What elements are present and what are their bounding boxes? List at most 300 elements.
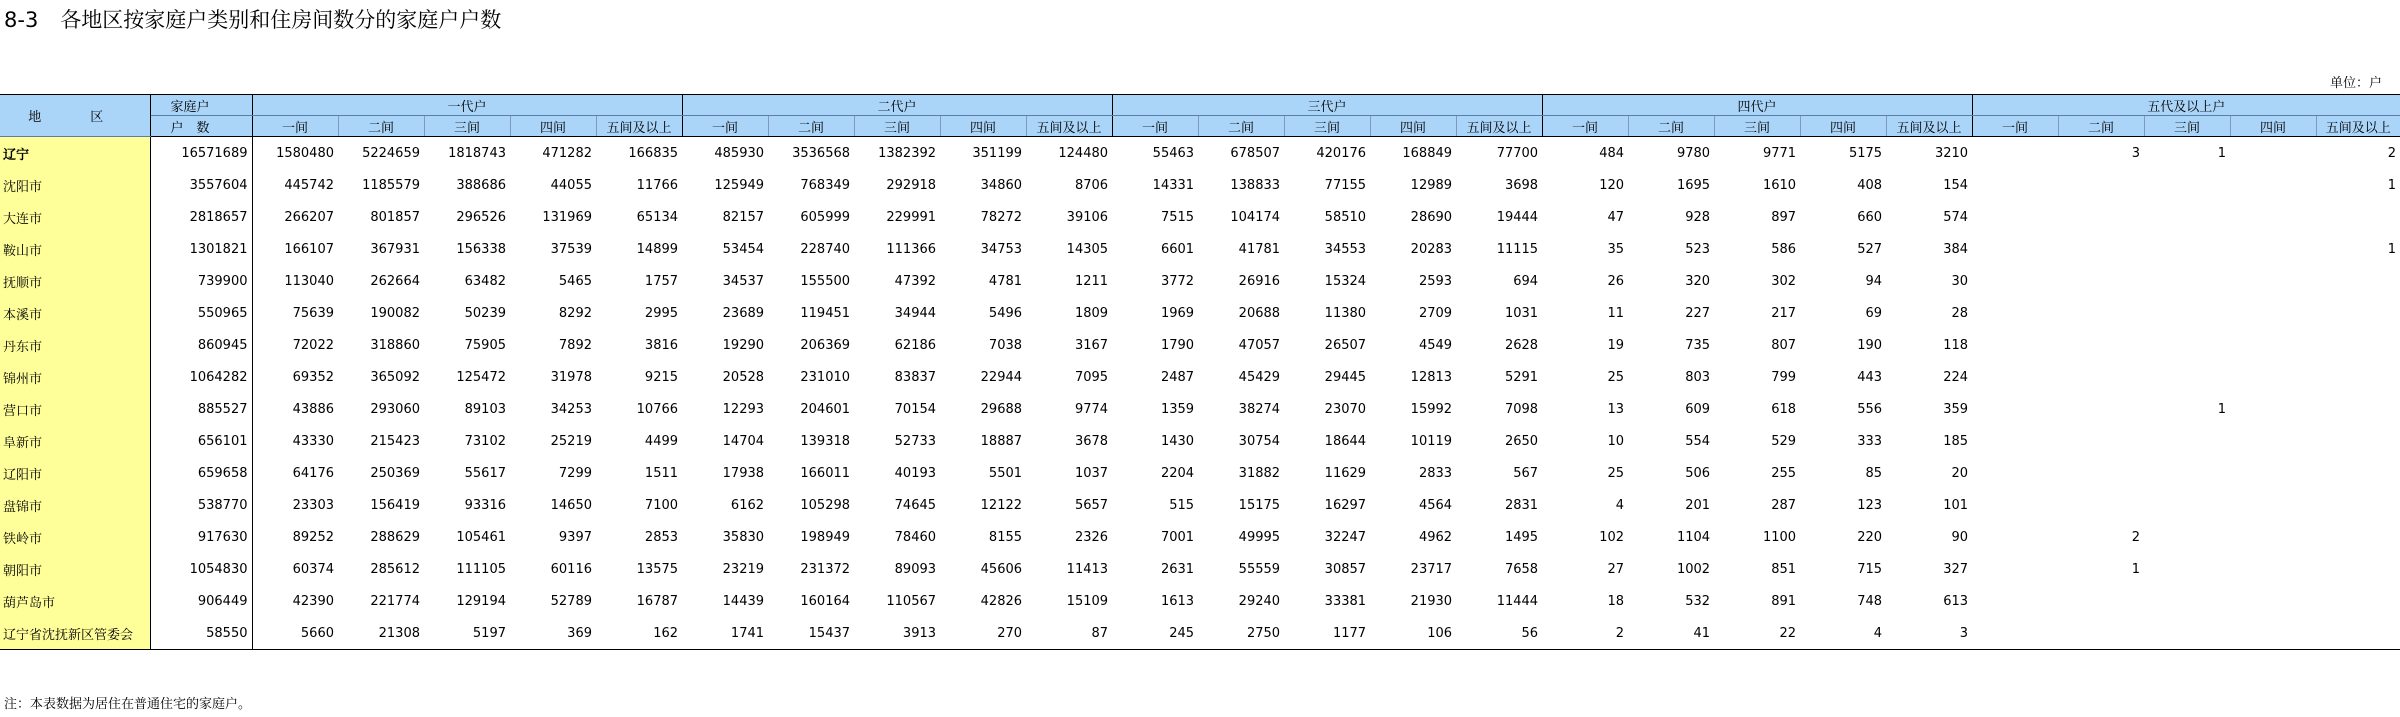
count-cell (1972, 201, 2058, 233)
region-name: 抚顺市 (0, 265, 150, 297)
count-cell: 3772 (1160, 273, 1195, 289)
count-cell: 3678 (1074, 433, 1109, 449)
count-cell: 4 (1800, 617, 1886, 650)
count-cell: 3913 (854, 617, 940, 650)
count-cell: 586 (1771, 241, 1797, 257)
count-cell (1972, 297, 2058, 329)
count-cell: 231372 (800, 561, 851, 577)
count-cell: 23303 (292, 497, 334, 513)
count-cell: 229991 (886, 209, 937, 225)
count-cell: 1580480 (276, 145, 334, 161)
count-cell: 89252 (292, 529, 334, 545)
count-cell (2230, 585, 2316, 617)
total-cell: 550965 (150, 297, 252, 329)
count-cell: 26 (1607, 273, 1625, 289)
total-cell: 885527 (150, 393, 252, 425)
count-cell: 803 (1685, 369, 1711, 385)
count-cell (2316, 457, 2400, 489)
count-cell: 20283 (1410, 241, 1453, 257)
count-cell: 139318 (800, 433, 851, 449)
count-cell: 26916 (1238, 273, 1281, 289)
total-cell: 659658 (150, 457, 252, 489)
count-cell: 2593 (1418, 273, 1453, 289)
count-cell: 37539 (550, 241, 592, 257)
count-cell: 3 (2131, 145, 2141, 161)
count-cell: 168849 (1402, 145, 1453, 161)
region-name: 鞍山市 (0, 233, 150, 265)
count-cell: 2 (2387, 145, 2397, 161)
count-cell (2058, 265, 2144, 297)
count-cell (2230, 169, 2316, 201)
count-cell: 65134 (636, 209, 679, 225)
count-cell (2144, 361, 2230, 393)
count-cell: 13575 (636, 561, 679, 577)
count-cell (2144, 233, 2230, 265)
count-cell (2316, 265, 2400, 297)
count-cell (2058, 617, 2144, 650)
region-name: 本溪市 (0, 297, 150, 329)
count-cell: 1613 (1160, 593, 1195, 609)
count-cell: 574 (1943, 209, 1969, 225)
region-name: 辽宁省沈抚新区管委会 (0, 617, 150, 650)
count-cell: 45606 (980, 561, 1023, 577)
count-cell: 443 (1857, 369, 1883, 385)
count-cell: 1037 (1074, 465, 1109, 481)
count-cell: 1002 (1676, 561, 1711, 577)
count-cell: 131969 (542, 209, 592, 225)
count-cell: 7098 (1504, 401, 1539, 417)
count-cell (2058, 361, 2144, 393)
count-cell: 23070 (1324, 401, 1367, 417)
count-cell: 47 (1607, 209, 1625, 225)
table-title: 各地区按家庭户类别和住房间数分的家庭户户数 (60, 8, 502, 32)
count-cell: 369 (510, 617, 596, 650)
count-cell: 5224659 (362, 145, 420, 161)
count-cell (1972, 265, 2058, 297)
count-cell (2144, 329, 2230, 361)
count-cell: 296526 (456, 209, 506, 225)
count-cell: 72022 (292, 337, 334, 353)
table-row (0, 585, 2400, 617)
count-cell: 5291 (1504, 369, 1539, 385)
count-cell: 11413 (1066, 561, 1109, 577)
count-cell: 1511 (644, 465, 679, 481)
count-cell: 125472 (456, 369, 506, 385)
count-cell: 2 (1542, 617, 1628, 650)
count-cell: 5501 (988, 465, 1023, 481)
count-cell: 4781 (988, 273, 1023, 289)
count-cell (2230, 265, 2316, 297)
count-cell: 44055 (550, 177, 592, 193)
count-cell: 16787 (636, 593, 679, 609)
count-cell: 7038 (988, 337, 1023, 353)
count-cell: 118 (1943, 337, 1969, 353)
total-cell: 58550 (150, 617, 252, 650)
count-cell: 2650 (1504, 433, 1539, 449)
count-cell: 40193 (894, 465, 937, 481)
count-cell: 4 (1615, 497, 1625, 513)
count-cell: 288629 (370, 529, 420, 545)
count-cell (2144, 617, 2230, 650)
count-cell: 21308 (338, 617, 424, 650)
count-cell: 11629 (1324, 465, 1367, 481)
count-cell (2058, 393, 2144, 425)
count-cell: 60116 (550, 561, 592, 577)
count-cell: 801857 (370, 209, 420, 225)
total-cell: 656101 (150, 425, 252, 457)
room-header: 五间及以上 (596, 116, 682, 137)
count-cell: 1104 (1676, 529, 1711, 545)
count-cell (2144, 297, 2230, 329)
count-cell: 292918 (886, 177, 937, 193)
table-row (0, 137, 2400, 170)
count-cell: 2833 (1418, 465, 1453, 481)
count-cell: 285612 (370, 561, 420, 577)
count-cell: 39106 (1066, 209, 1109, 225)
count-cell (2144, 169, 2230, 201)
count-cell: 2995 (644, 305, 679, 321)
group-header: 一代户 (252, 95, 682, 116)
count-cell (2058, 489, 2144, 521)
count-cell: 1 (2387, 241, 2397, 257)
count-cell: 185 (1943, 433, 1969, 449)
count-cell: 532 (1685, 593, 1711, 609)
count-cell (1972, 521, 2058, 553)
count-cell: 3210 (1934, 145, 1969, 161)
table-row (0, 265, 2400, 297)
count-cell: 2326 (1074, 529, 1109, 545)
count-cell: 891 (1771, 593, 1797, 609)
count-cell: 11380 (1324, 305, 1367, 321)
count-cell: 12122 (980, 497, 1023, 513)
count-cell (2144, 201, 2230, 233)
count-cell: 10119 (1410, 433, 1453, 449)
count-cell: 204601 (800, 401, 851, 417)
count-cell: 4564 (1418, 497, 1453, 513)
count-cell: 30754 (1238, 433, 1281, 449)
count-cell: 34253 (550, 401, 592, 417)
count-cell: 30857 (1324, 561, 1367, 577)
count-cell: 224 (1943, 369, 1969, 385)
count-cell: 14899 (636, 241, 679, 257)
count-cell: 63482 (464, 273, 506, 289)
total-cell: 3557604 (150, 169, 252, 201)
count-cell: 14305 (1066, 241, 1109, 257)
room-header: 三间 (2144, 116, 2230, 137)
count-cell: 50239 (464, 305, 506, 321)
count-cell: 1495 (1504, 529, 1539, 545)
count-cell: 12989 (1410, 177, 1453, 193)
count-cell (2058, 201, 2144, 233)
count-cell: 320 (1685, 273, 1711, 289)
count-cell: 27 (1607, 561, 1625, 577)
room-header: 二间 (2058, 116, 2144, 137)
count-cell: 1610 (1762, 177, 1797, 193)
count-cell (1972, 617, 2058, 650)
count-cell: 270 (940, 617, 1026, 650)
count-cell: 523 (1685, 241, 1711, 257)
count-cell: 1790 (1160, 337, 1195, 353)
count-cell: 129194 (456, 593, 506, 609)
count-cell: 20528 (722, 369, 765, 385)
count-cell: 8155 (988, 529, 1023, 545)
count-cell: 9215 (644, 369, 679, 385)
count-cell: 3 (1886, 617, 1972, 650)
count-cell: 227 (1685, 305, 1711, 321)
count-cell: 25219 (550, 433, 592, 449)
count-cell: 897 (1771, 209, 1797, 225)
count-cell (2144, 521, 2230, 553)
count-cell: 105461 (456, 529, 506, 545)
count-cell: 14439 (722, 593, 765, 609)
count-cell: 78272 (980, 209, 1023, 225)
count-cell: 89103 (464, 401, 506, 417)
count-cell: 1809 (1074, 305, 1109, 321)
count-cell (1972, 425, 2058, 457)
count-cell: 73102 (464, 433, 506, 449)
count-cell: 29445 (1324, 369, 1367, 385)
count-cell: 1818743 (448, 145, 506, 161)
count-cell: 2204 (1160, 465, 1195, 481)
count-cell: 89093 (894, 561, 937, 577)
count-cell: 748 (1857, 593, 1883, 609)
count-cell (2058, 425, 2144, 457)
count-cell: 45429 (1238, 369, 1281, 385)
count-cell: 105298 (800, 497, 851, 513)
count-cell: 799 (1771, 369, 1797, 385)
count-cell (2316, 489, 2400, 521)
count-cell: 15437 (768, 617, 854, 650)
count-cell: 1211 (1074, 273, 1109, 289)
count-cell: 7892 (558, 337, 592, 353)
count-cell: 124480 (1058, 145, 1109, 161)
count-cell: 138833 (1230, 177, 1281, 193)
total-cell: 906449 (150, 585, 252, 617)
count-cell: 715 (1857, 561, 1883, 577)
count-cell: 7515 (1160, 209, 1195, 225)
count-cell: 155500 (800, 273, 851, 289)
count-cell (2316, 553, 2400, 585)
count-cell: 2628 (1504, 337, 1539, 353)
count-cell: 34860 (980, 177, 1023, 193)
table-row (0, 521, 2400, 553)
count-cell (1972, 137, 2058, 170)
count-cell: 18644 (1324, 433, 1367, 449)
count-cell (2058, 457, 2144, 489)
count-cell: 567 (1513, 465, 1539, 481)
count-cell: 1969 (1160, 305, 1195, 321)
room-header: 一间 (1112, 116, 1198, 137)
count-cell: 5657 (1074, 497, 1109, 513)
room-header: 三间 (1714, 116, 1800, 137)
count-cell: 318860 (370, 337, 420, 353)
count-cell: 660 (1857, 209, 1883, 225)
count-cell: 15324 (1324, 273, 1367, 289)
table-row (0, 457, 2400, 489)
count-cell: 7658 (1504, 561, 1539, 577)
count-cell: 19290 (722, 337, 765, 353)
count-cell: 34944 (894, 305, 937, 321)
count-cell: 12813 (1410, 369, 1453, 385)
count-cell: 166107 (284, 241, 334, 257)
count-cell: 111366 (886, 241, 937, 257)
count-cell (2230, 521, 2316, 553)
count-cell: 333 (1857, 433, 1883, 449)
room-header: 五间及以上 (1456, 116, 1542, 137)
count-cell: 8706 (1074, 177, 1109, 193)
region-name: 葫芦岛市 (0, 585, 150, 617)
count-cell (1972, 169, 2058, 201)
count-cell: 851 (1771, 561, 1797, 577)
count-cell: 18887 (980, 433, 1023, 449)
count-cell: 506 (1685, 465, 1711, 481)
room-header: 三间 (854, 116, 940, 137)
count-cell: 471282 (542, 145, 592, 161)
count-cell: 15175 (1238, 497, 1281, 513)
count-cell (2144, 553, 2230, 585)
count-cell: 14704 (722, 433, 765, 449)
count-cell: 408 (1857, 177, 1883, 193)
count-cell (2230, 553, 2316, 585)
page-title (4, 4, 501, 34)
region-name: 阜新市 (0, 425, 150, 457)
count-cell: 53454 (722, 241, 765, 257)
count-cell: 807 (1771, 337, 1797, 353)
count-cell: 22944 (980, 369, 1023, 385)
count-cell: 2709 (1418, 305, 1453, 321)
count-cell: 2750 (1198, 617, 1284, 650)
count-cell: 19 (1607, 337, 1625, 353)
count-cell: 1177 (1284, 617, 1370, 650)
table-row (0, 553, 2400, 585)
count-cell: 768349 (800, 177, 851, 193)
count-cell: 52789 (550, 593, 592, 609)
count-cell: 83837 (894, 369, 937, 385)
count-cell (2316, 297, 2400, 329)
count-cell: 365092 (370, 369, 420, 385)
count-cell: 384 (1943, 241, 1969, 257)
count-cell: 93316 (464, 497, 506, 513)
count-cell: 26507 (1324, 337, 1367, 353)
count-cell (1972, 329, 2058, 361)
count-cell: 11766 (636, 177, 679, 193)
count-cell: 34553 (1324, 241, 1367, 257)
count-cell: 367931 (370, 241, 420, 257)
count-cell: 102 (1599, 529, 1625, 545)
count-cell: 160164 (800, 593, 851, 609)
count-cell: 201 (1685, 497, 1711, 513)
count-cell (2230, 489, 2316, 521)
count-cell: 90 (1951, 529, 1969, 545)
count-cell: 10766 (636, 401, 679, 417)
total-cell: 2818657 (150, 201, 252, 233)
count-cell: 7100 (644, 497, 679, 513)
count-cell (2230, 393, 2316, 425)
count-cell: 359 (1943, 401, 1969, 417)
count-cell: 42826 (980, 593, 1023, 609)
count-cell (2230, 233, 2316, 265)
count-cell: 1100 (1762, 529, 1797, 545)
region-name: 沈阳市 (0, 169, 150, 201)
count-cell: 43330 (292, 433, 334, 449)
count-cell: 266207 (284, 209, 334, 225)
count-cell: 77155 (1324, 177, 1367, 193)
total-cell: 1301821 (150, 233, 252, 265)
count-cell: 484 (1599, 145, 1625, 161)
count-cell: 30 (1951, 273, 1969, 289)
count-cell (2316, 585, 2400, 617)
count-cell: 123 (1857, 497, 1883, 513)
count-cell: 190082 (370, 305, 420, 321)
count-cell: 9780 (1676, 145, 1711, 161)
region-name: 辽宁 (0, 137, 150, 170)
count-cell (2230, 329, 2316, 361)
count-cell (1972, 233, 2058, 265)
count-cell (2058, 585, 2144, 617)
unit-label: 单位：户 (2329, 76, 2382, 91)
count-cell: 3167 (1074, 337, 1109, 353)
count-cell: 78460 (894, 529, 937, 545)
count-cell: 613 (1943, 593, 1969, 609)
count-cell: 69 (1865, 305, 1883, 321)
count-cell: 206369 (800, 337, 851, 353)
room-header: 二间 (1198, 116, 1284, 137)
count-cell: 74645 (894, 497, 937, 513)
region-name: 朝阳市 (0, 553, 150, 585)
region-name: 盘锦市 (0, 489, 150, 521)
count-cell: 231010 (800, 369, 851, 385)
table-row (0, 489, 2400, 521)
room-header: 一间 (252, 116, 338, 137)
count-cell (2058, 233, 2144, 265)
count-cell: 605999 (800, 209, 851, 225)
count-cell (1972, 393, 2058, 425)
count-cell: 119451 (800, 305, 851, 321)
count-cell: 11 (1607, 305, 1625, 321)
count-cell: 28690 (1410, 209, 1453, 225)
count-cell: 15992 (1410, 401, 1453, 417)
count-cell: 82157 (722, 209, 765, 225)
count-cell: 11115 (1496, 241, 1539, 257)
count-cell: 7095 (1074, 369, 1109, 385)
count-cell (1972, 585, 2058, 617)
count-cell: 31978 (550, 369, 592, 385)
count-cell: 554 (1685, 433, 1711, 449)
room-header: 二间 (338, 116, 424, 137)
region-name: 辽阳市 (0, 457, 150, 489)
room-header: 一间 (1972, 116, 2058, 137)
count-cell: 14650 (550, 497, 592, 513)
count-cell: 302 (1771, 273, 1797, 289)
count-cell: 228740 (800, 241, 851, 257)
total-cell: 1054830 (150, 553, 252, 585)
count-cell (2316, 521, 2400, 553)
count-cell: 20 (1951, 465, 1969, 481)
total-cell: 538770 (150, 489, 252, 521)
count-cell: 156419 (370, 497, 420, 513)
room-header: 二间 (768, 116, 854, 137)
count-cell: 70154 (894, 401, 937, 417)
count-cell: 25 (1607, 465, 1625, 481)
count-cell: 255 (1771, 465, 1797, 481)
count-cell: 42390 (292, 593, 334, 609)
count-cell: 1430 (1160, 433, 1195, 449)
count-cell: 2487 (1160, 369, 1195, 385)
count-cell: 38274 (1238, 401, 1281, 417)
count-cell: 110567 (886, 593, 937, 609)
count-cell (2316, 425, 2400, 457)
count-cell: 1 (2217, 401, 2227, 417)
